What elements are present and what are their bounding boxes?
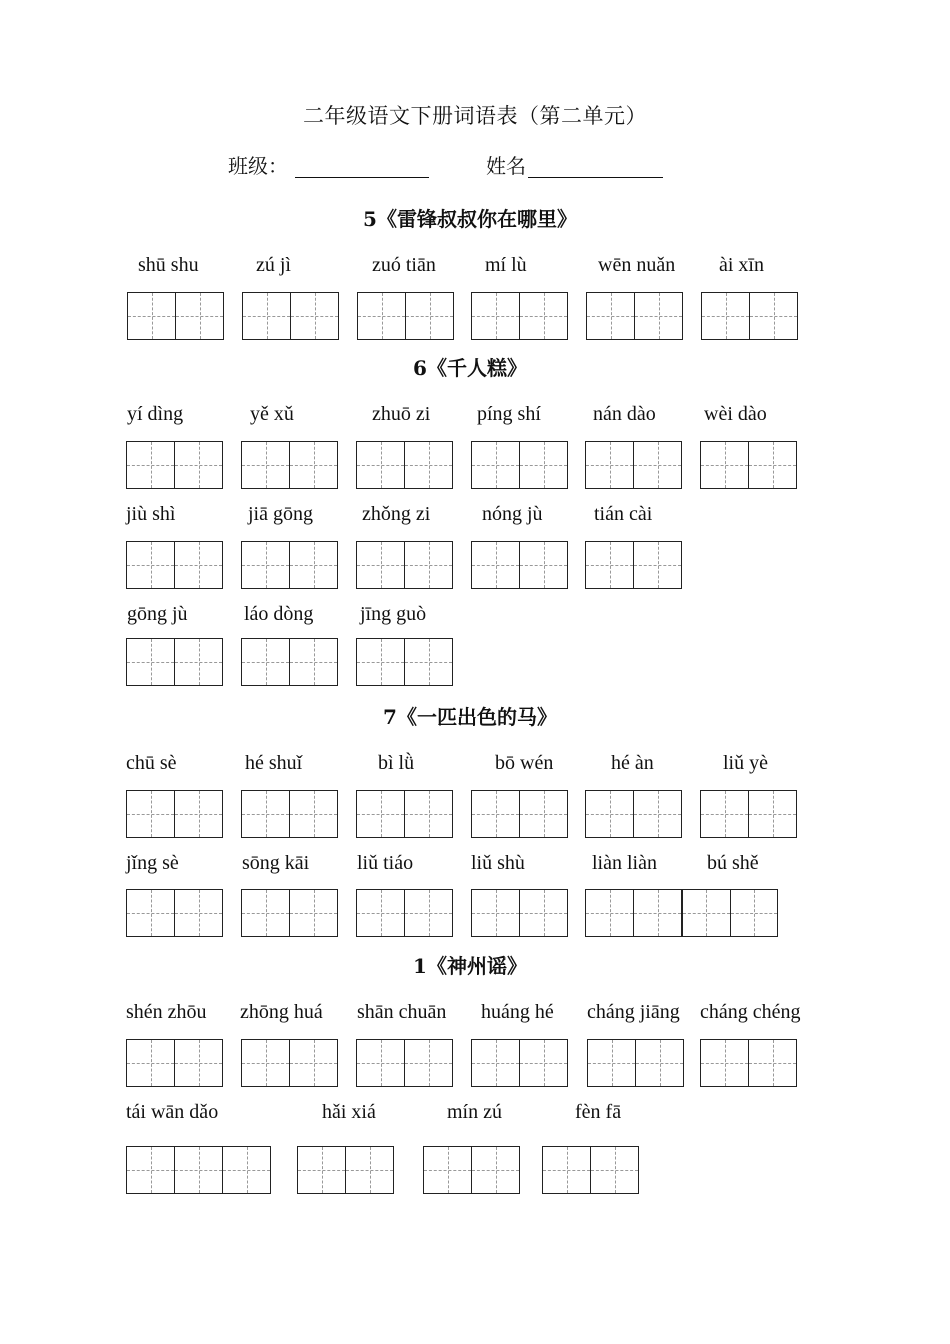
writing-box[interactable] bbox=[241, 638, 338, 686]
pinyin: nán dào bbox=[593, 403, 656, 425]
pinyin: chū sè bbox=[126, 752, 177, 774]
writing-box[interactable] bbox=[126, 441, 223, 489]
section-heading: 6《千人糕》 bbox=[413, 356, 527, 380]
writing-box[interactable] bbox=[700, 790, 797, 838]
pinyin: zhuō zi bbox=[372, 403, 431, 425]
pinyin: liàn liàn bbox=[592, 852, 657, 874]
pinyin: yě xǔ bbox=[250, 403, 294, 425]
writing-box[interactable] bbox=[586, 292, 683, 340]
pinyin: zhōng huá bbox=[240, 1001, 323, 1023]
writing-box[interactable] bbox=[126, 1146, 271, 1194]
writing-box[interactable] bbox=[356, 441, 453, 489]
pinyin: cháng jiāng bbox=[587, 1001, 680, 1023]
pinyin: píng shí bbox=[477, 403, 541, 425]
pinyin: bú shě bbox=[707, 852, 759, 874]
pinyin: huáng hé bbox=[481, 1001, 554, 1023]
writing-box[interactable] bbox=[241, 790, 338, 838]
section-heading: 7《一匹出色的马》 bbox=[383, 705, 557, 729]
pinyin: jīng guò bbox=[360, 603, 427, 625]
writing-box[interactable] bbox=[700, 1039, 797, 1087]
writing-box[interactable] bbox=[471, 889, 568, 937]
class-blank[interactable] bbox=[295, 177, 429, 178]
writing-box[interactable] bbox=[471, 441, 568, 489]
writing-box[interactable] bbox=[471, 292, 568, 340]
pinyin: fèn fā bbox=[575, 1101, 622, 1123]
pinyin: zú jì bbox=[256, 254, 291, 276]
writing-box[interactable] bbox=[700, 441, 797, 489]
pinyin: tián cài bbox=[594, 503, 653, 525]
pinyin: jǐng sè bbox=[126, 852, 179, 874]
section-heading: 5《雷锋叔叔你在哪里》 bbox=[363, 207, 577, 231]
pinyin: shū shu bbox=[138, 254, 199, 276]
pinyin: shān chuān bbox=[357, 1001, 447, 1023]
pinyin: gōng jù bbox=[127, 603, 188, 625]
writing-box[interactable] bbox=[471, 1039, 568, 1087]
writing-box[interactable] bbox=[297, 1146, 394, 1194]
writing-box[interactable] bbox=[126, 638, 223, 686]
pinyin: wèi dào bbox=[704, 403, 767, 425]
pinyin: wēn nuǎn bbox=[598, 254, 676, 276]
pinyin: hǎi xiá bbox=[322, 1101, 376, 1123]
writing-box[interactable] bbox=[682, 889, 778, 937]
pinyin: cháng chéng bbox=[700, 1001, 801, 1023]
pinyin: bì lǜ bbox=[378, 752, 415, 774]
writing-box[interactable] bbox=[356, 1039, 453, 1087]
writing-box[interactable] bbox=[241, 441, 338, 489]
pinyin: hé shuǐ bbox=[245, 752, 303, 774]
pinyin: shén zhōu bbox=[126, 1001, 207, 1023]
pinyin: tái wān dǎo bbox=[126, 1101, 219, 1123]
pinyin: bō wén bbox=[495, 752, 554, 774]
class-label: 班级： bbox=[228, 154, 288, 178]
pinyin: liǔ tiáo bbox=[357, 852, 414, 874]
pinyin: jiù shì bbox=[126, 503, 176, 525]
name-blank[interactable] bbox=[528, 177, 663, 178]
writing-box[interactable] bbox=[126, 541, 223, 589]
pinyin: zhǒng zi bbox=[362, 503, 431, 525]
writing-box[interactable] bbox=[126, 1039, 223, 1087]
page-title: 二年级语文下册词语表（第二单元） bbox=[303, 104, 647, 128]
writing-box[interactable] bbox=[126, 889, 223, 937]
writing-box[interactable] bbox=[241, 889, 338, 937]
pinyin: mí lù bbox=[485, 254, 527, 276]
writing-box[interactable] bbox=[423, 1146, 520, 1194]
writing-box[interactable] bbox=[241, 541, 338, 589]
pinyin: liǔ shù bbox=[471, 852, 525, 874]
writing-box[interactable] bbox=[542, 1146, 639, 1194]
pinyin: jiā gōng bbox=[248, 503, 313, 525]
name-label: 姓名 bbox=[486, 154, 526, 178]
writing-box[interactable] bbox=[587, 1039, 684, 1087]
pinyin: sōng kāi bbox=[242, 852, 310, 874]
pinyin: mín zú bbox=[447, 1101, 502, 1123]
writing-box[interactable] bbox=[585, 441, 682, 489]
section-heading: 1《神州谣》 bbox=[413, 954, 527, 978]
writing-box[interactable] bbox=[356, 889, 453, 937]
pinyin: hé àn bbox=[611, 752, 654, 774]
pinyin: nóng jù bbox=[482, 503, 543, 525]
writing-box[interactable] bbox=[126, 790, 223, 838]
writing-box[interactable] bbox=[127, 292, 224, 340]
writing-box[interactable] bbox=[701, 292, 798, 340]
pinyin: láo dòng bbox=[244, 603, 314, 625]
writing-box[interactable] bbox=[356, 638, 453, 686]
writing-box[interactable] bbox=[241, 1039, 338, 1087]
writing-box[interactable] bbox=[357, 292, 454, 340]
writing-box[interactable] bbox=[471, 541, 568, 589]
pinyin: yí dìng bbox=[127, 403, 184, 425]
writing-box[interactable] bbox=[242, 292, 339, 340]
writing-box[interactable] bbox=[356, 790, 453, 838]
writing-box[interactable] bbox=[585, 541, 682, 589]
writing-box[interactable] bbox=[585, 790, 682, 838]
pinyin: ài xīn bbox=[719, 254, 764, 276]
writing-box[interactable] bbox=[585, 889, 682, 937]
pinyin: zuó tiān bbox=[372, 254, 436, 276]
writing-box[interactable] bbox=[356, 541, 453, 589]
pinyin: liǔ yè bbox=[723, 752, 768, 774]
writing-box[interactable] bbox=[471, 790, 568, 838]
